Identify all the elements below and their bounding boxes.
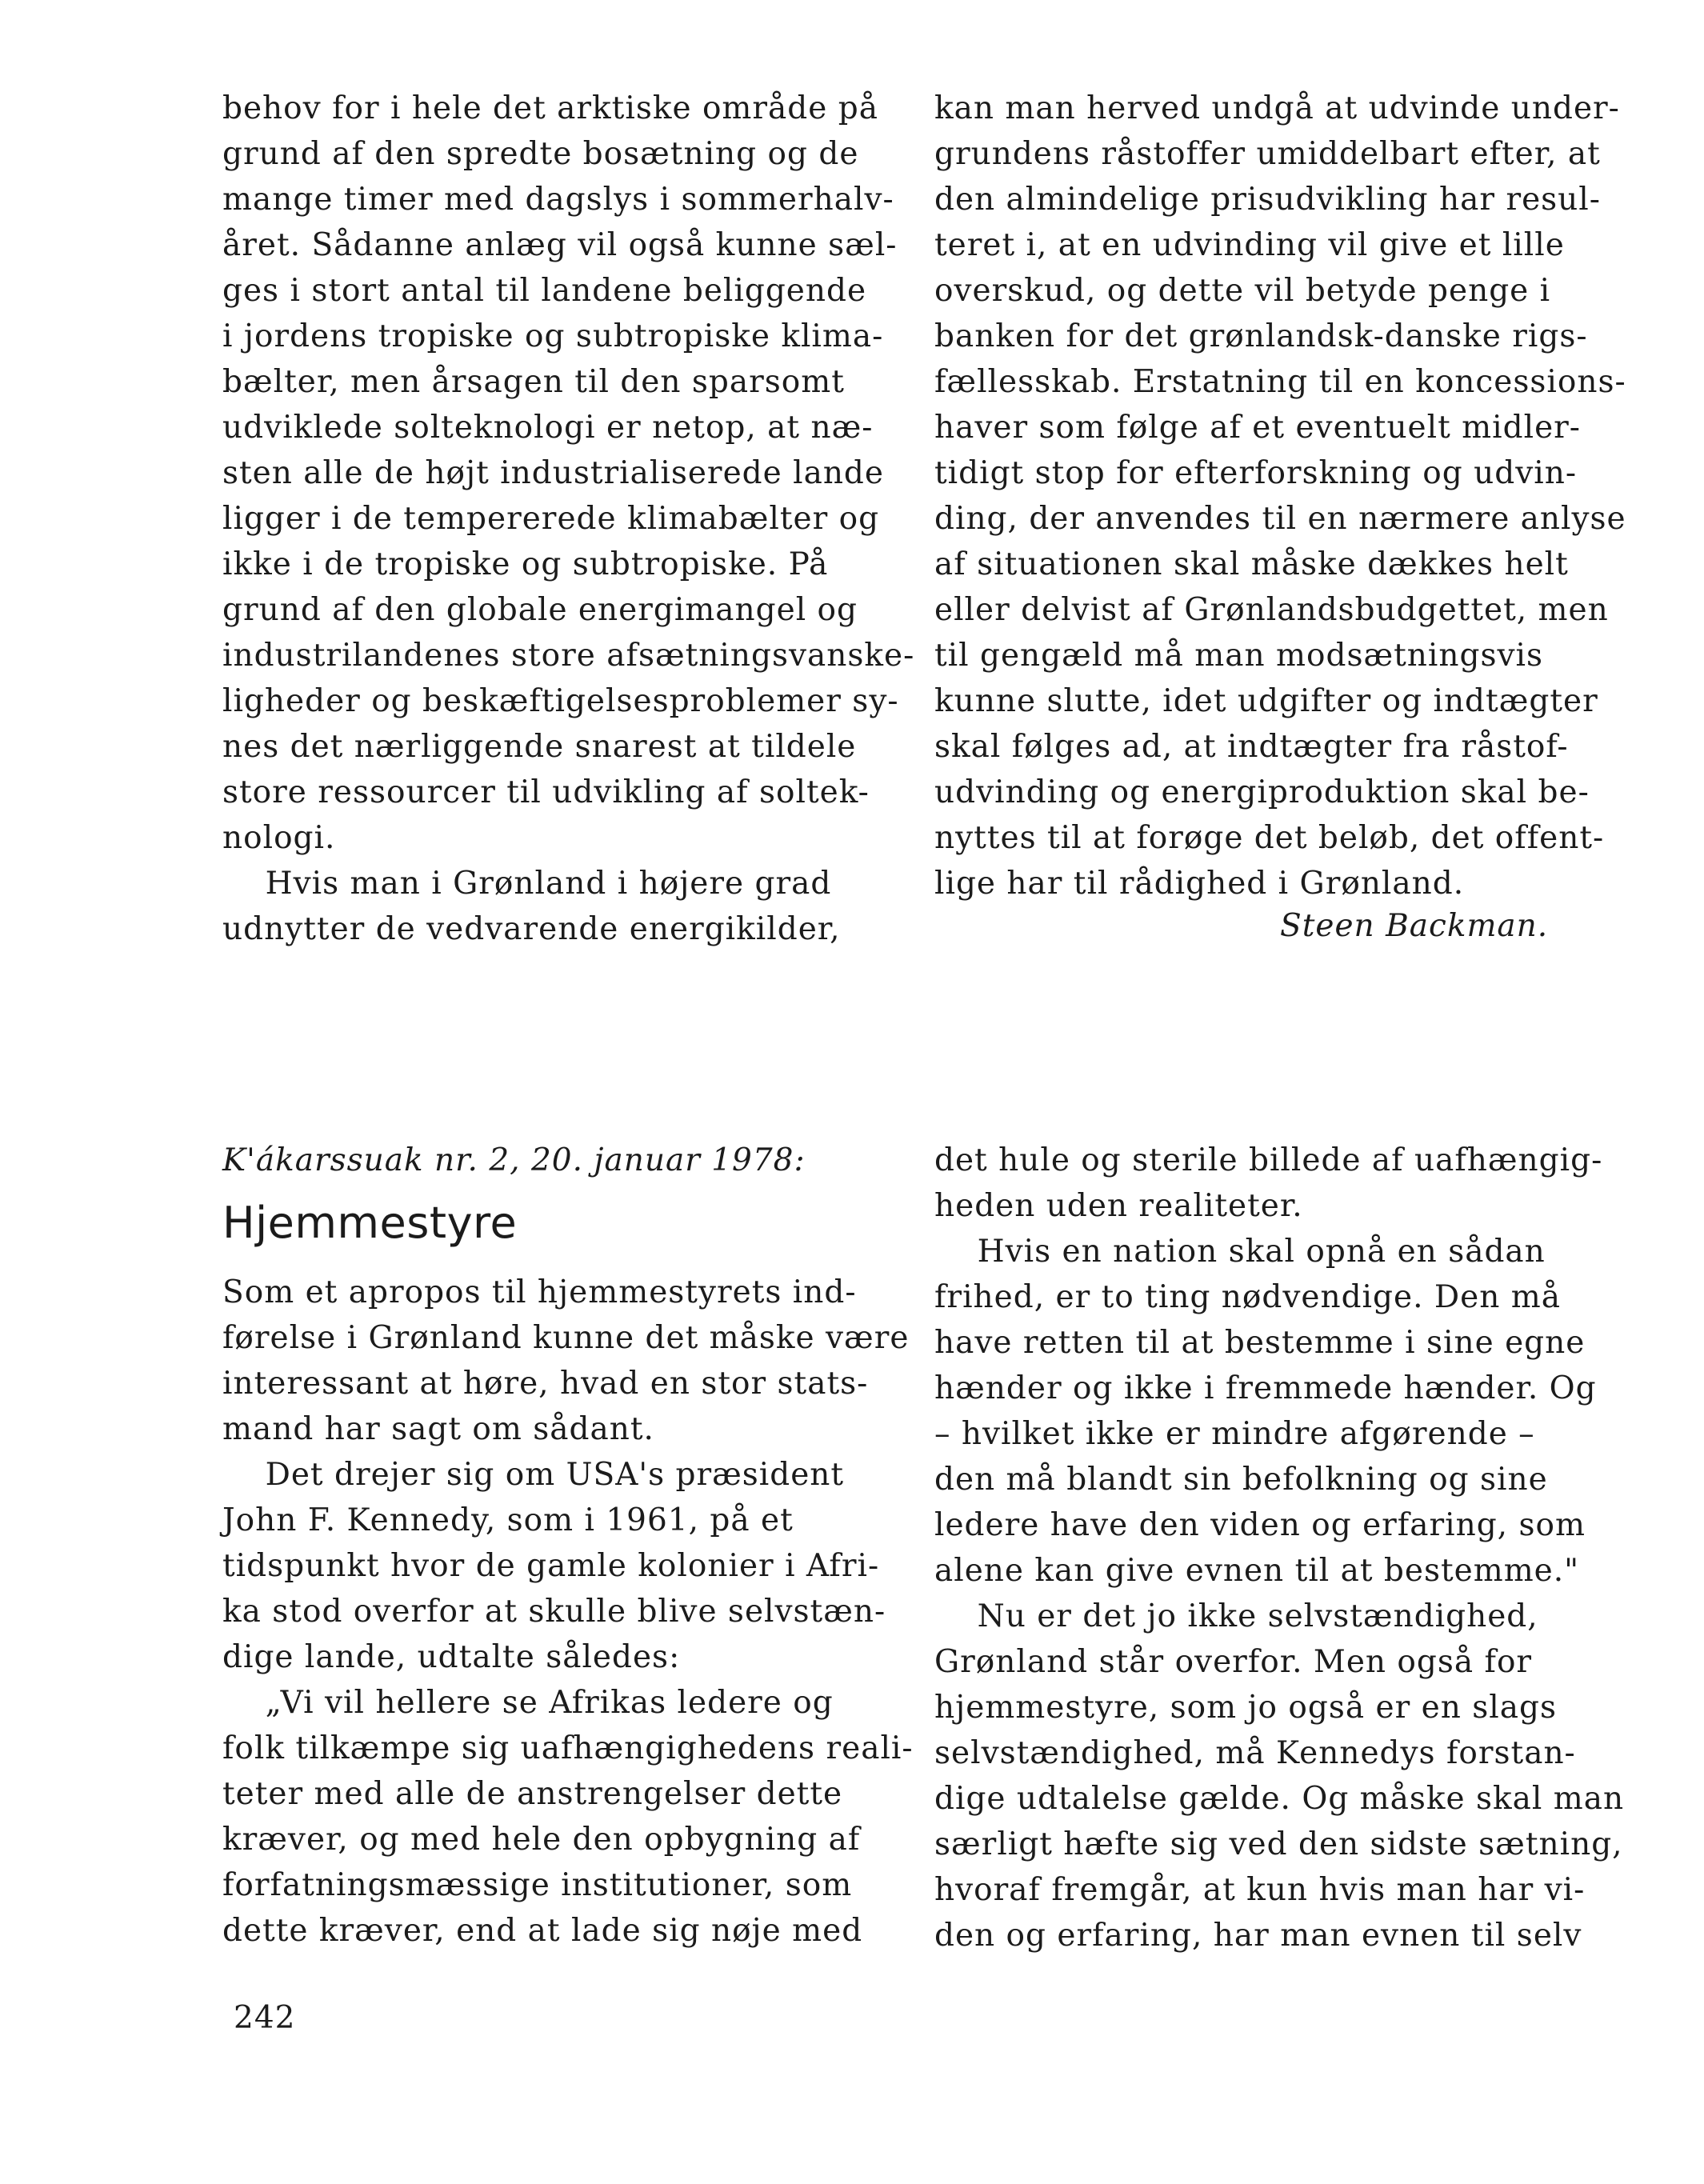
bottom-article-right-column	[934, 1138, 1624, 1958]
text-line: udvinding og energiproduktion skal be-	[934, 774, 1590, 810]
text-line: året. Sådanne anlæg vil også kunne sæl-	[222, 227, 898, 263]
text-line: særligt hæfte sig ved den sidste sætning,	[934, 1826, 1623, 1862]
text-line: Nu er det jo ikke selvstændighed,	[934, 1598, 1538, 1634]
text-line: nyttes til at forøge det beløb, det offent-	[934, 820, 1605, 856]
text-line: kunne slutte, idet udgifter og indtægter	[934, 683, 1598, 719]
text-line: førelse i Grønland kunne det måske være	[222, 1320, 910, 1356]
text-line: ligger i de tempererede klimabælter og	[222, 501, 880, 537]
text-line: teret i, at en udvinding vil give et lille	[934, 227, 1565, 263]
text-line: ligheder og beskæftigelsesproblemer sy-	[222, 683, 899, 719]
text-line: ledere have den viden og erfaring, som	[934, 1507, 1586, 1543]
text-line: til gengæld må man modsætningsvis	[934, 638, 1543, 674]
text-line: mange timer med dagslys i sommerhalv-	[222, 182, 894, 218]
text-line: ka stod overfor at skulle blive selvstæn-	[222, 1594, 886, 1630]
text-line: industrilandenes store afsætningsvanske-	[222, 638, 915, 674]
text-line: af situationen skal måske dækkes helt	[934, 546, 1569, 582]
text-line: banken for det grønlandsk-danske rigs-	[934, 318, 1588, 354]
text-line: fællesskab. Erstatning til en koncessions-	[934, 364, 1626, 400]
text-line: folk tilkæmpe sig uafhængighedens reali-	[222, 1730, 914, 1766]
text-line: den må blandt sin befolkning og sine	[934, 1462, 1548, 1498]
text-line: have retten til at bestemme i sine egne	[934, 1325, 1586, 1361]
text-line: – hvilket ikke er mindre afgørende –	[934, 1416, 1535, 1452]
text-line: i jordens tropiske og subtropiske klima-	[222, 318, 884, 354]
text-line: bælter, men årsagen til den sparsomt	[222, 364, 845, 400]
top-article-right-column	[934, 86, 1626, 906]
text-line: store ressourcer til udvikling af soltek-	[222, 774, 870, 810]
text-line: lige har til rådighed i Grønland.	[934, 866, 1465, 902]
text-line: dige lande, udtalte således:	[222, 1639, 681, 1675]
text-line: John F. Kennedy, som i 1961, på et	[222, 1502, 794, 1538]
text-line: kan man herved undgå at udvinde under-	[934, 90, 1620, 126]
text-line: ikke i de tropiske og subtropiske. På	[222, 546, 829, 582]
text-line: overskud, og dette vil betyde penge i	[934, 273, 1551, 309]
bottom-article-left-column	[222, 1138, 914, 1954]
text-line: grund af den globale energimangel og	[222, 592, 858, 628]
text-line: tidigt stop for efterforskning og udvin-	[934, 455, 1578, 491]
article-source: K'ákarssuak nr. 2, 20. januar 1978:	[222, 1142, 806, 1178]
text-line: haver som følge af et eventuelt midler-	[934, 410, 1581, 446]
text-line: hænder og ikke i fremmede hænder. Og	[934, 1370, 1597, 1406]
text-line: grund af den spredte bosætning og de	[222, 136, 859, 172]
text-line: hvoraf fremgår, at kun hvis man har vi-	[934, 1872, 1586, 1908]
text-line: Det drejer sig om USA's præsident	[222, 1457, 845, 1493]
text-line: mand har sagt om sådant.	[222, 1411, 654, 1447]
text-line: den almindelige prisudvikling har resul-	[934, 182, 1601, 218]
text-line: selvstændighed, må Kennedys forstan-	[934, 1735, 1576, 1771]
text-line: Grønland står overfor. Men også for	[934, 1644, 1533, 1680]
text-line: hjemmestyre, som jo også er en slags	[934, 1690, 1557, 1726]
text-line: alene kan give evnen til at bestemme."	[934, 1553, 1580, 1589]
text-line: grundens råstoffer umiddelbart efter, at	[934, 136, 1601, 172]
text-line: behov for i hele det arktiske område på	[222, 90, 878, 126]
text-line: den og erfaring, har man evnen til selv	[934, 1918, 1582, 1954]
top-article-left-column	[222, 86, 914, 952]
text-line: sten alle de højt industrialiserede lande	[222, 455, 884, 491]
text-line: ding, der anvendes til en nærmere anlyse	[934, 501, 1626, 537]
text-line: frihed, er to ting nødvendige. Den må	[934, 1279, 1561, 1315]
text-line: forfatningsmæssige institutioner, som	[222, 1867, 853, 1903]
text-line: Som et apropos til hjemmestyrets ind-	[222, 1274, 857, 1310]
text-line: eller delvist af Grønlandsbudgettet, men	[934, 592, 1609, 628]
text-line: teter med alle de anstrengelser dette	[222, 1776, 843, 1812]
text-line: nes det nærliggende snarest at tildele	[222, 729, 857, 765]
author-signature: Steen Backman.	[1280, 908, 1549, 944]
text-line: det hule og sterile billede af uafhængig-	[934, 1142, 1603, 1178]
text-line: Hvis en nation skal opnå en sådan	[934, 1234, 1546, 1270]
text-line: tidspunkt hvor de gamle kolonier i Afri-	[222, 1548, 880, 1584]
text-line: interessant at høre, hvad en stor stats-	[222, 1366, 869, 1402]
article-heading: Hjemmestyre	[222, 1198, 518, 1248]
text-line: nologi.	[222, 820, 336, 856]
text-line: udviklede solteknologi er netop, at næ-	[222, 410, 874, 446]
text-line: dette kræver, end at lade sig nøje med	[222, 1913, 863, 1949]
text-line: kræver, og med hele den opbygning af	[222, 1822, 861, 1858]
text-line: heden uden realiteter.	[934, 1188, 1303, 1224]
text-line: skal følges ad, at indtægter fra råstof-	[934, 729, 1569, 765]
text-line: dige udtalelse gælde. Og måske skal man	[934, 1781, 1625, 1817]
text-line: Hvis man i Grønland i højere grad	[222, 866, 832, 902]
text-line: „Vi vil hellere se Afrikas ledere og	[222, 1685, 834, 1721]
page-number: 242	[234, 2000, 296, 2036]
text-line: udnytter de vedvarende energikilder,	[222, 911, 841, 947]
text-line: ges i stort antal til landene beliggende	[222, 273, 867, 309]
